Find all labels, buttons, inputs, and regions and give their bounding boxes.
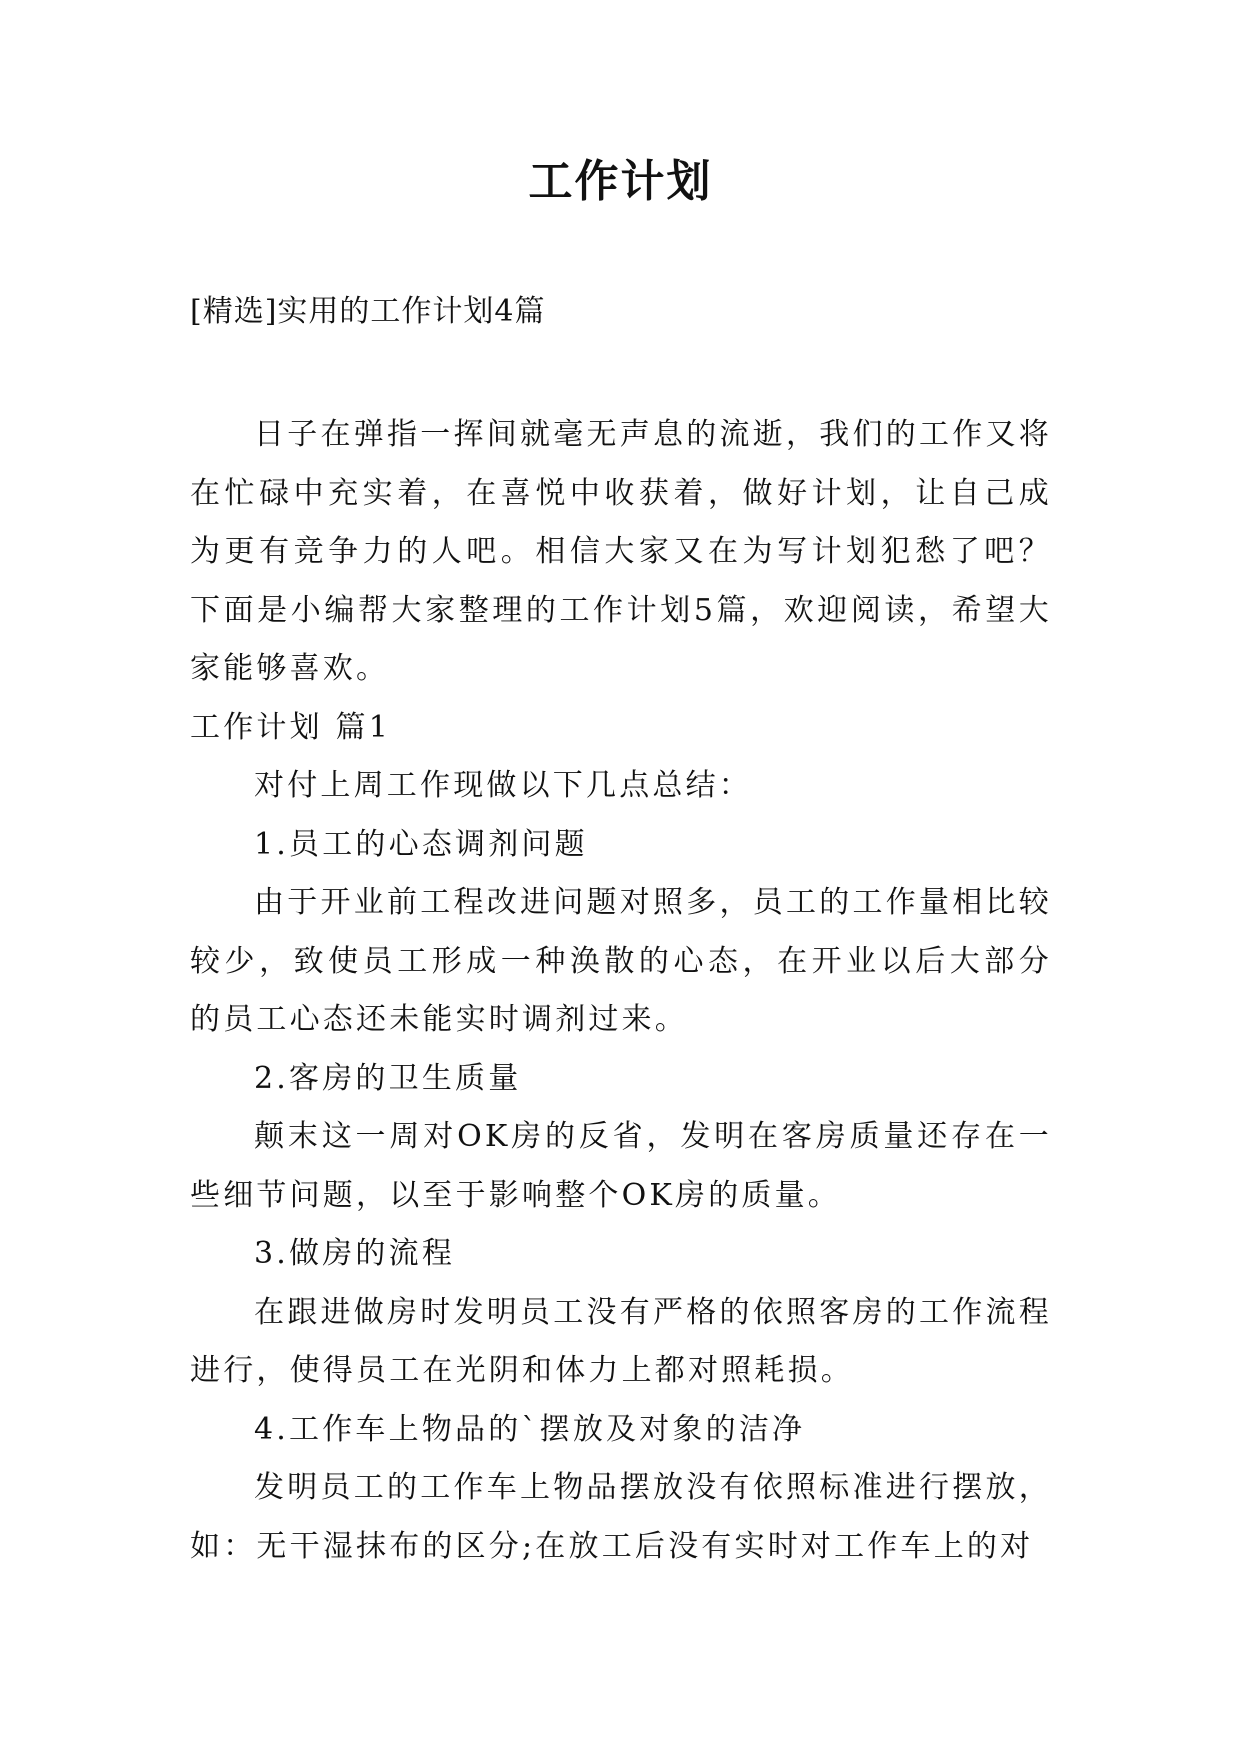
document-title: 工作计划 — [528, 156, 713, 207]
paragraph: 对付上周工作现做以下几点总结： — [254, 768, 752, 803]
paragraph: 4.工作车上物品的`摆放及对象的洁净 — [254, 1411, 806, 1447]
document-subtitle: [精选]实用的工作计划4篇 — [190, 294, 546, 329]
paragraph: 由于开业前工程改进问题对照多，员工的工作量相比较较少，致使员工形成一种涣散的心态，在开业以后大部分的员工心态还未能实时调剂过来。 — [190, 885, 1052, 1037]
paragraph: 颠末这一周对OK房的反省，发明在客房质量还存在一些细节问题，以至于影响整个OK房的质量。 — [190, 1119, 1052, 1213]
paragraph: 日子在弹指一挥间就毫无声息的流逝，我们的工作又将在忙碌中充实着，在喜悦中收获着，做好计划，让自己成为更有竞争力的人吧。相信大家又在为写计划犯愁了吧？下面是小编帮大家整理的工作计划5篇，欢迎阅读，希望大家能够喜欢。 — [190, 417, 1052, 686]
paragraph: 1.员工的心态调剂问题 — [254, 826, 588, 862]
paragraph: 3.做房的流程 — [254, 1236, 456, 1271]
document-body — [190, 406, 1052, 1576]
paragraph: 发明员工的工作车上物品摆放没有依照标准进行摆放，如：无干湿抹布的区分;在放工后没有实时对工作车上的对 — [190, 1470, 1052, 1564]
paragraph: 2.客房的卫生质量 — [254, 1060, 522, 1096]
paragraph: 工作计划 篇1 — [190, 709, 392, 745]
paragraph: 在跟进做房时发明员工没有严格的依照客房的工作流程进行，使得员工在光阴和体力上都对照耗损。 — [190, 1294, 1052, 1388]
